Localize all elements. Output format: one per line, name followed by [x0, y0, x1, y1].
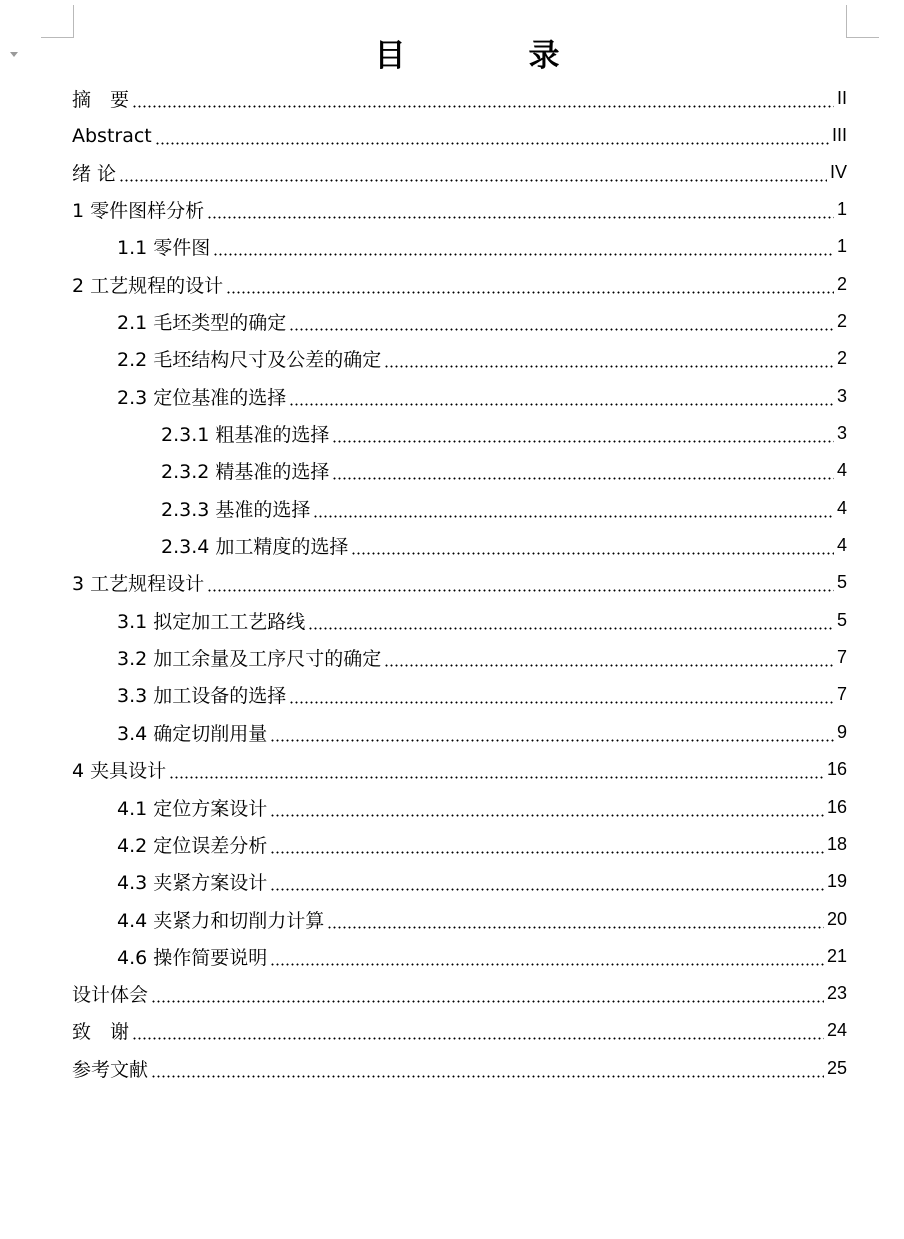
dot-leader — [384, 664, 834, 667]
toc-entry-page-number: 2 — [836, 348, 847, 368]
toc-entry-label: 2.3 定位基准的选择 — [117, 387, 287, 409]
toc-entry[interactable] — [117, 714, 847, 751]
toc-entry-label: 2 工艺规程的设计 — [72, 275, 224, 297]
dot-leader — [226, 291, 834, 294]
toc-entry[interactable] — [117, 639, 847, 676]
dot-leader — [151, 1000, 824, 1003]
toc-entry[interactable] — [117, 228, 847, 265]
toc-entry[interactable] — [161, 415, 847, 452]
toc-entry-label: 3.1 拟定加工工艺路线 — [117, 611, 306, 633]
toc-entry-page-number: 20 — [826, 909, 847, 929]
toc-entry[interactable] — [161, 490, 847, 527]
toc-entry-label: 4 夹具设计 — [72, 760, 167, 782]
toc-entry-page-number: 18 — [826, 834, 847, 854]
toc-entry-label: 4.4 夹紧力和切削力计算 — [117, 910, 325, 932]
dot-leader — [213, 253, 834, 256]
toc-entry[interactable] — [117, 676, 847, 713]
toc-entry[interactable] — [117, 303, 847, 340]
dot-leader — [332, 477, 834, 480]
toc-entry-page-number: 5 — [836, 572, 847, 592]
toc-entry-label: 2.3.4 加工精度的选择 — [161, 536, 349, 558]
toc-entry[interactable] — [72, 1012, 847, 1049]
dot-leader — [270, 814, 824, 817]
toc-entry-label: 4.2 定位误差分析 — [117, 835, 268, 857]
dot-leader — [332, 440, 834, 443]
toc-entry[interactable] — [72, 751, 847, 788]
dot-leader — [270, 739, 834, 742]
toc-entry[interactable] — [117, 863, 847, 900]
dot-leader — [132, 1037, 824, 1040]
toc-entry-page-number: 1 — [836, 199, 847, 219]
toc-entry-label: 绪 论 — [72, 163, 117, 185]
toc-entry[interactable] — [117, 602, 847, 639]
toc-entry-page-number: 7 — [836, 684, 847, 704]
toc-entry-page-number: 4 — [836, 460, 847, 480]
toc-entry-label: 2.1 毛坯类型的确定 — [117, 312, 287, 334]
dot-leader — [151, 1075, 824, 1078]
toc-entry-label: 2.3.1 粗基准的选择 — [161, 424, 330, 446]
toc-entry-label: 设计体会 — [72, 984, 149, 1006]
toc-entry-label: 3.3 加工设备的选择 — [117, 685, 287, 707]
toc-entry-page-number: 19 — [826, 871, 847, 891]
toc-entry-label: 摘 要 — [72, 89, 130, 111]
dot-leader — [207, 216, 834, 219]
dot-leader — [384, 365, 834, 368]
dot-leader — [270, 888, 824, 891]
toc-entry[interactable] — [117, 826, 847, 863]
dot-leader — [351, 552, 834, 555]
toc-entry-label: 2.3.2 精基准的选择 — [161, 461, 330, 483]
dot-leader — [270, 851, 824, 854]
dot-leader — [270, 963, 824, 966]
toc-entry-label: 4.3 夹紧方案设计 — [117, 872, 268, 894]
toc-entry[interactable] — [72, 266, 847, 303]
toc-entry-label: 3.4 确定切削用量 — [117, 723, 268, 745]
toc-entry-label: 2.2 毛坯结构尺寸及公差的确定 — [117, 349, 382, 371]
dot-leader — [327, 926, 824, 929]
dot-leader — [155, 142, 829, 145]
toc-entry[interactable] — [117, 901, 847, 938]
toc-entry-label: 1.1 零件图 — [117, 237, 211, 259]
toc-entry-page-number: 2 — [836, 274, 847, 294]
toc-entry-page-number: 16 — [826, 759, 847, 779]
toc-entry-page-number: 4 — [836, 498, 847, 518]
toc-entry-page-number: 3 — [836, 423, 847, 443]
toc-entry[interactable] — [72, 117, 847, 154]
toc-entry-label: 4.6 操作简要说明 — [117, 947, 268, 969]
toc-title: 目 录 — [374, 38, 606, 74]
toc-entry-label: 1 零件图样分析 — [72, 200, 205, 222]
toc-entry[interactable] — [72, 154, 847, 191]
toc-entry-page-number: 16 — [826, 797, 847, 817]
toc-entry-label: 4.1 定位方案设计 — [117, 798, 268, 820]
toc-entry-label: 参考文献 — [72, 1059, 149, 1081]
toc-entry[interactable] — [117, 938, 847, 975]
toc-entry[interactable] — [117, 789, 847, 826]
toc-entry-label: 2.3.3 基准的选择 — [161, 499, 311, 521]
toc-entry-label: 致 谢 — [72, 1021, 130, 1043]
dot-leader — [132, 105, 834, 108]
toc-entry[interactable] — [72, 564, 847, 601]
toc-entry[interactable] — [161, 527, 847, 564]
toc-entry[interactable] — [72, 975, 847, 1012]
toc-entry-page-number: IV — [829, 162, 847, 182]
toc-entry[interactable] — [117, 340, 847, 377]
toc-entry-label: 3 工艺规程设计 — [72, 573, 205, 595]
dot-leader — [207, 589, 834, 592]
dot-leader — [289, 328, 834, 331]
toc-entry[interactable] — [161, 452, 847, 489]
toc-entry-page-number: 21 — [826, 946, 847, 966]
dot-leader — [289, 701, 834, 704]
dot-leader — [313, 515, 834, 518]
toc-entry-page-number: 25 — [826, 1058, 847, 1078]
toc-entry-page-number: III — [831, 125, 847, 145]
toc-entry[interactable] — [117, 378, 847, 415]
toc-entry-page-number: 7 — [836, 647, 847, 667]
toc-entry-page-number: 2 — [836, 311, 847, 331]
toc-entry-page-number: II — [836, 88, 847, 108]
toc-entry-label: Abstract — [72, 124, 152, 147]
toc-entry[interactable] — [72, 80, 847, 117]
toc-entry-label: 3.2 加工余量及工序尺寸的确定 — [117, 648, 382, 670]
toc-entry-page-number: 4 — [836, 535, 847, 555]
dot-leader — [308, 627, 834, 630]
toc-entry-page-number: 5 — [836, 610, 847, 630]
toc-entry-page-number: 24 — [826, 1020, 847, 1040]
dot-leader — [289, 403, 834, 406]
dot-leader — [119, 179, 827, 182]
toc-entry[interactable] — [72, 191, 847, 228]
toc-entry-page-number: 1 — [836, 236, 847, 256]
toc-entry-page-number: 3 — [836, 386, 847, 406]
dot-leader — [169, 776, 824, 779]
toc-entry-page-number: 9 — [836, 722, 847, 742]
toc-entry-page-number: 23 — [826, 983, 847, 1003]
toc-entry[interactable] — [72, 1050, 847, 1087]
